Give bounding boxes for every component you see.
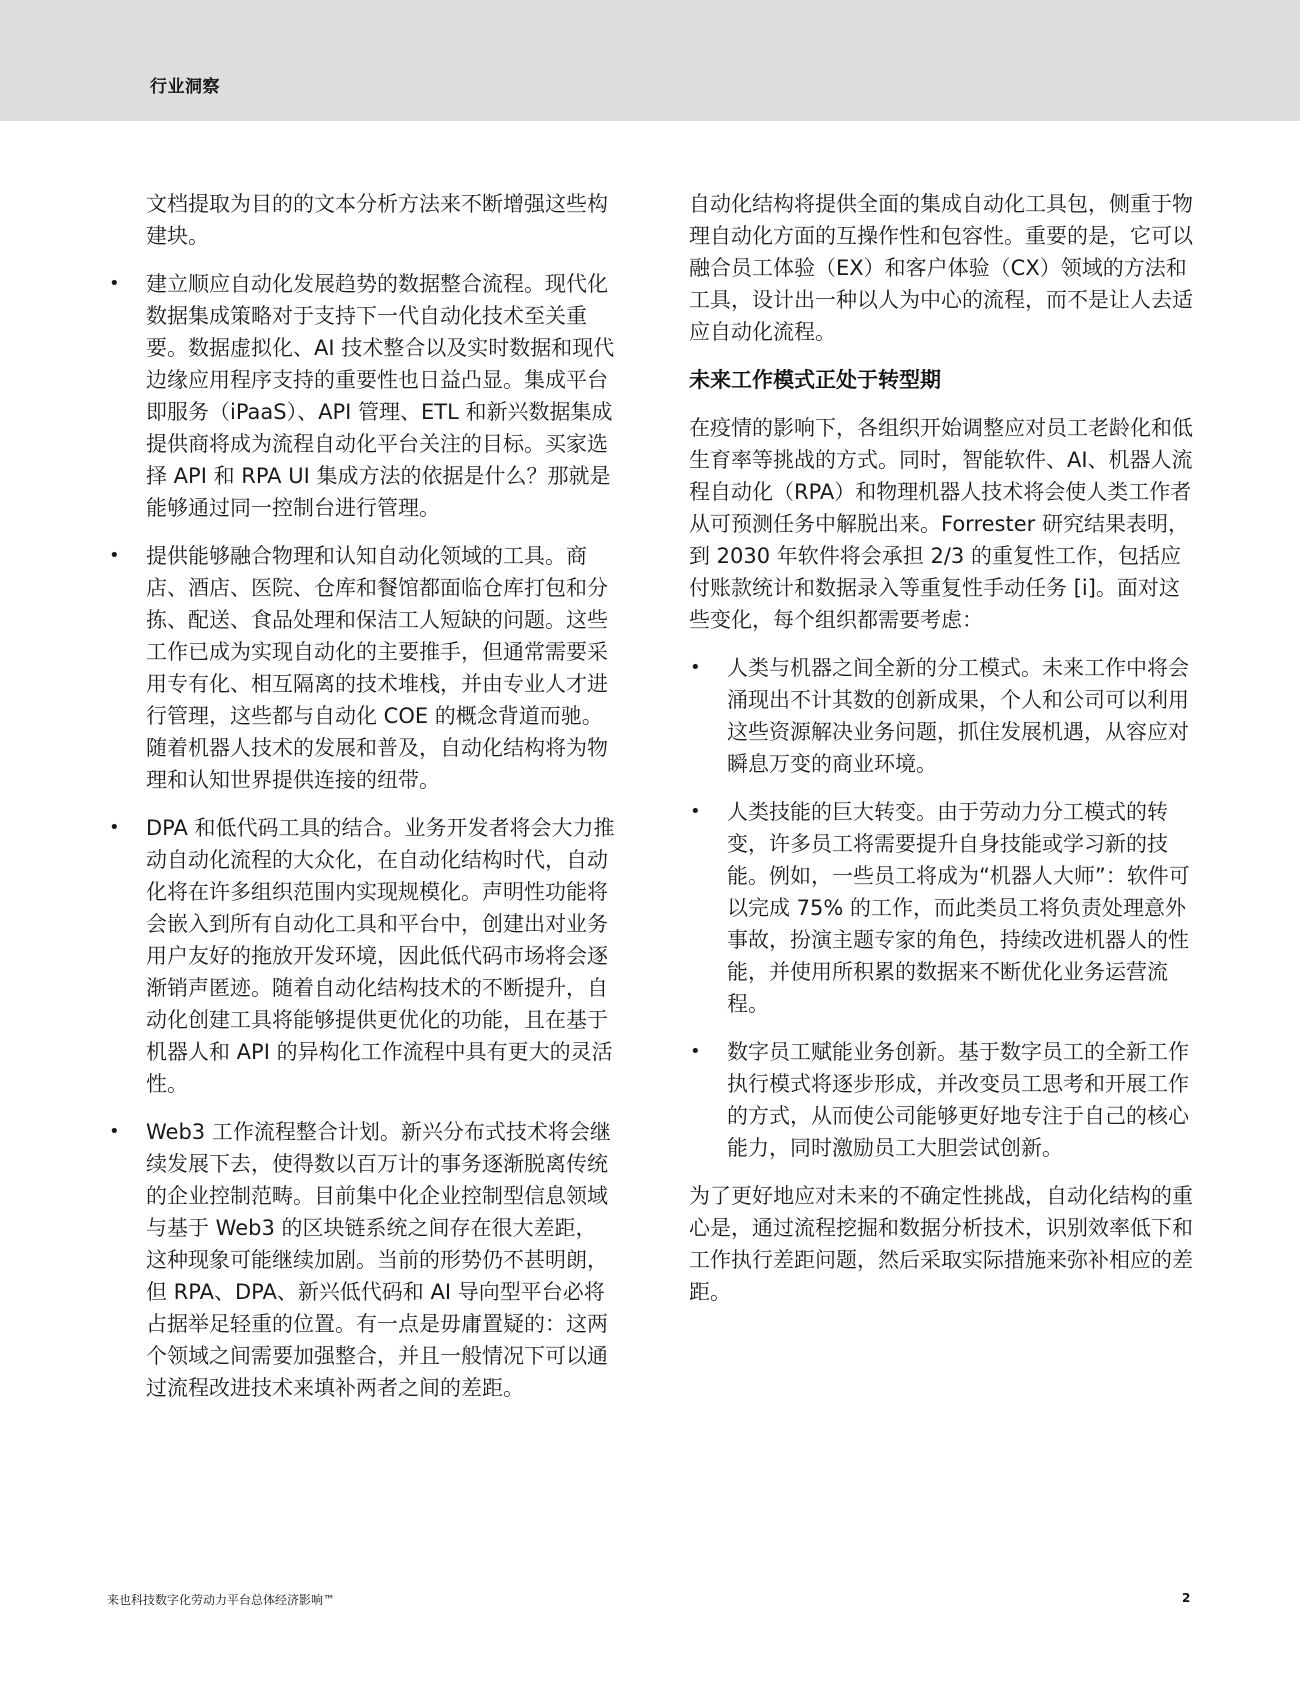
left-column <box>109 188 616 1420</box>
list-item-text: 人类与机器之间全新的分工模式。未来工作中将会涌现出不计其数的创新成果，个人和公司可以利用这些资源解决业务问题，抓住发展机遇，从容应对瞬息万变的商业环境。 <box>727 656 1189 776</box>
bullet-icon: • <box>109 273 120 294</box>
list-item-text: 人类技能的巨大转变。由于劳动力分工模式的转变，许多员工将需要提升自身技能或学习新的技能。例如，一些员工将成为“机器人大师”：软件可以完成 75% 的工作，而此类员工将负责处理意外事故，扮演主题专家的角色，持续改进机器人的性能，并使用所积累的数据来不断优化业务运营流程。 <box>727 800 1190 1016</box>
section-heading: 未来工作模式正处于转型期 <box>689 368 941 392</box>
bullet-icon: • <box>109 817 120 838</box>
list-item <box>690 652 1194 780</box>
closing-paragraph: 为了更好地应对未来的不确定性挑战，自动化结构的重心是，通过流程挖掘和数据分析技术，识别效率低下和工作执行差距问题，然后采取实际措施来弥补相应的差距。 <box>689 1184 1193 1304</box>
bullet-icon: • <box>109 545 120 566</box>
list-item-text: 数字员工赋能业务创新。基于数字员工的全新工作执行模式将逐步形成，并改变员工思考和开展工作的方式，从而使公司能够更好地专注于自己的核心能力，同时激励员工大胆尝试创新。 <box>727 1040 1189 1160</box>
list-item <box>690 796 1194 1020</box>
list-item <box>690 1036 1194 1164</box>
bullet-icon: • <box>690 657 701 678</box>
right-bullet-list <box>689 652 1194 1164</box>
page-header <box>0 0 1300 121</box>
section-paragraph: 在疫情的影响下，各组织开始调整应对员工老龄化和低生育率等挑战的方式。同时，智能软件、AI、机器人流程自动化（RPA）和物理机器人技术将会使人类工作者从可预测任务中解脱出来。Forrester 研究结果表明，到 2030 年软件将会承担 2/3 的重复性工作，包括应付账款统计和数据录入等重复性手动任务 [i]。面对这些变化，每个组织都需要考虑： <box>689 416 1193 632</box>
right-column <box>689 188 1194 1324</box>
intro-continuation: 文档提取为目的的文本分析方法来不断增强这些构建块。 <box>146 192 608 248</box>
footer-document-title: 来也科技数字化劳动力平台总体经济影响™ <box>107 1593 336 1607</box>
list-item-text: DPA 和低代码工具的结合。业务开发者将会大力推动自动化流程的大众化，在自动化结构时代，自动化将在许多组织范围内实现规模化。声明性功能将会嵌入到所有自动化工具和平台中，创建出对业务用户友好的拖放开发环境，因此低代码市场将会逐渐销声匿迹。随着自动化结构技术的不断提升，自动化创建工具将能够提供更优化的功能，且在基于机器人和 API 的异构化工作流程中具有更大的灵活性。 <box>146 816 615 1096</box>
list-item-text: 提供能够融合物理和认知自动化领域的工具。商店、酒店、医院、仓库和餐馆都面临仓库打包和分拣、配送、食品处理和保洁工人短缺的问题。这些工作已成为实现自动化的主要推手，但通常需要采用专有化、相互隔离的技术堆栈，并由专业人才进行管理，这些都与自动化 COE 的概念背道而驰。随着机器人技术的发展和普及，自动化结构将为物理和认知世界提供连接的纽带。 <box>146 544 608 792</box>
bullet-icon: • <box>690 801 701 822</box>
bullet-icon: • <box>690 1041 701 1062</box>
bullet-icon: • <box>109 1121 120 1142</box>
list-item <box>109 1116 616 1404</box>
list-item <box>109 268 616 524</box>
header-title: 行业洞察 <box>150 77 220 97</box>
list-item-text: 建立顺应自动化发展趋势的数据整合流程。现代化数据集成策略对于支持下一代自动化技术至关重要。数据虚拟化、AI 技术整合以及实时数据和现代边缘应用程序支持的重要性也日益凸显。集成平台即服务（iPaaS）、API 管理、ETL 和新兴数据集成提供商将成为流程自动化平台关注的目标。买家选择 API 和 RPA UI 集成方法的依据是什么？那就是能够通过同一控制台进行管理。 <box>146 272 615 520</box>
left-bullet-list <box>109 268 616 1404</box>
list-item <box>109 812 616 1100</box>
list-item-text: Web3 工作流程整合计划。新兴分布式技术将会继续发展下去，使得数以百万计的事务逐渐脱离传统的企业控制范畴。目前集中化企业控制型信息领域与基于 Web3 的区块链系统之间存在很大差距，这种现象可能继续加剧。当前的形势仍不甚明朗，但 RPA、DPA、新兴低代码和 AI 导向型平台必将占据举足轻重的位置。有一点是毋庸置疑的：这两个领域之间需要加强整合，并且一般情况下可以通过流程改进技术来填补两者之间的差距。 <box>146 1120 611 1400</box>
footer-page-number: 2 <box>1182 1591 1191 1605</box>
list-item <box>109 540 616 796</box>
intro-paragraph: 自动化结构将提供全面的集成自动化工具包，侧重于物理自动化方面的互操作性和包容性。重要的是，它可以融合员工体验（EX）和客户体验（CX）领域的方法和工具，设计出一种以人为中心的流程，而不是让人去适应自动化流程。 <box>689 192 1193 344</box>
